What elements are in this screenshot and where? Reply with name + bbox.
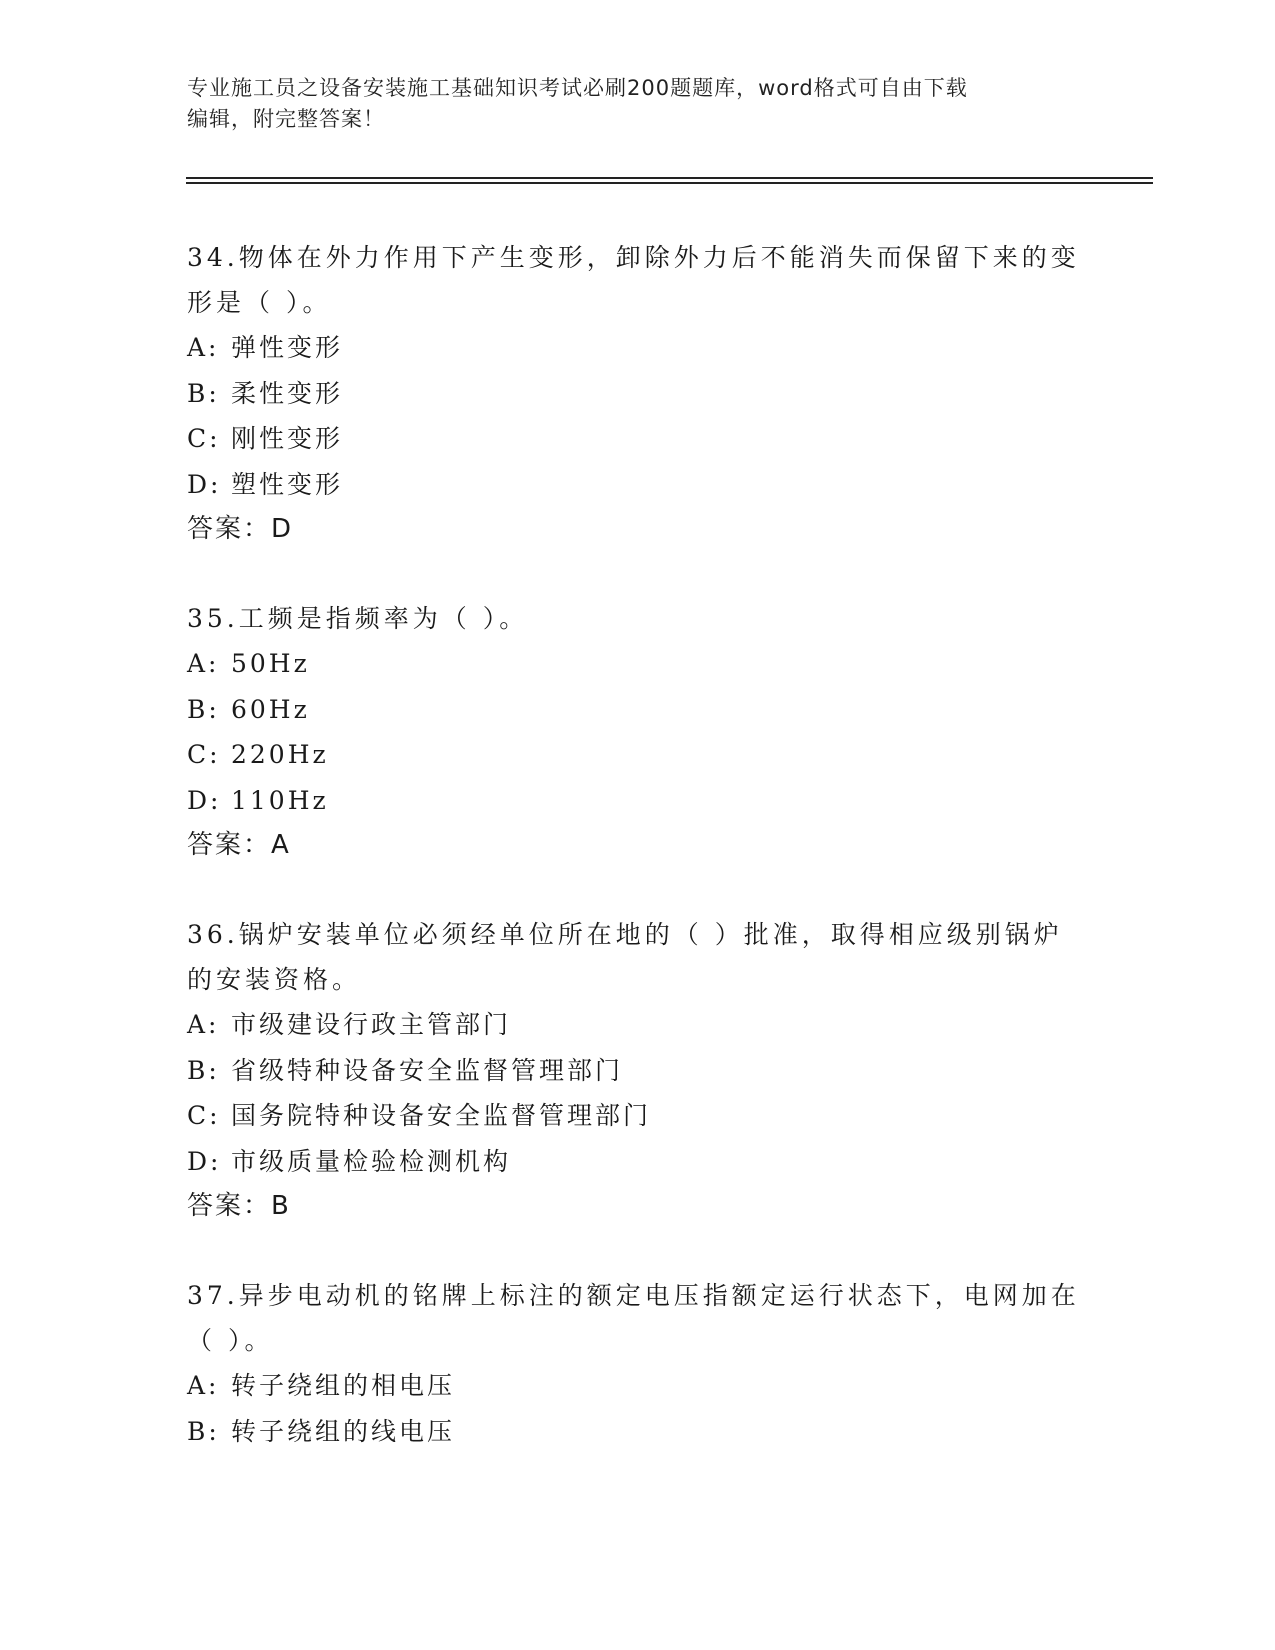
option-text: 市级质量检验检测机构: [231, 1146, 512, 1176]
option-b: [187, 687, 1087, 733]
question-34: [187, 235, 1087, 552]
question-text-line-2: 的安装资格。: [187, 965, 362, 994]
option-letter: B:: [187, 694, 220, 724]
option-d: [187, 462, 1087, 508]
option-d: [187, 1139, 1087, 1185]
option-text: 60Hz: [231, 694, 310, 724]
option-letter: A:: [187, 1371, 220, 1400]
question-list: [187, 235, 1087, 1498]
option-letter: D:: [187, 1146, 222, 1176]
option-a: [187, 325, 1087, 371]
header-line-2: 编辑，附完整答案！: [187, 107, 385, 131]
question-text-line-1: 35.工频是指频率为（ ）。: [187, 604, 529, 633]
option-letter: A:: [187, 649, 220, 678]
question-35: [187, 596, 1087, 868]
option-letter: B:: [187, 1055, 220, 1085]
option-d: [187, 778, 1087, 824]
header-divider-bottom: [186, 182, 1153, 184]
question-37: [187, 1273, 1087, 1454]
option-c: [187, 1093, 1087, 1139]
option-a: [187, 641, 1087, 687]
option-text: 塑性变形: [231, 469, 344, 499]
option-text: 220Hz: [231, 740, 329, 769]
option-text: 刚性变形: [231, 424, 344, 453]
answer-label: 答案：D: [187, 514, 294, 544]
option-text: 转子绕组的相电压: [231, 1371, 456, 1400]
option-text: 50Hz: [231, 649, 310, 678]
option-text: 弹性变形: [231, 333, 344, 362]
option-letter: C:: [187, 1101, 221, 1130]
answer-label: 答案：B: [187, 1191, 291, 1221]
option-text: 省级特种设备安全监督管理部门: [231, 1055, 624, 1085]
option-text: 110Hz: [231, 785, 329, 815]
option-text: 柔性变形: [231, 378, 344, 408]
question-text-line-1: 36.锅炉安装单位必须经单位所在地的（ ）批准，取得相应级别锅炉: [187, 920, 1063, 949]
option-a: [187, 1002, 1087, 1048]
option-text: 国务院特种设备安全监督管理部门: [231, 1101, 652, 1130]
header-line-1: 专业施工员之设备安装施工基础知识考试必刷200题题库，word格式可自由下载: [187, 76, 968, 100]
option-b: [187, 371, 1087, 417]
question-text-line-2: （ ）。: [187, 1326, 274, 1355]
question-36: [187, 912, 1087, 1229]
option-text: 转子绕组的线电压: [231, 1416, 456, 1446]
question-text-line-1: 37.异步电动机的铭牌上标注的额定电压指额定运行状态下，电网加在: [187, 1281, 1080, 1310]
option-a: [187, 1363, 1087, 1409]
answer-label: 答案：A: [187, 830, 291, 860]
option-letter: C:: [187, 740, 221, 769]
question-text-line-1: 34.物体在外力作用下产生变形，卸除外力后不能消失而保留下来的变: [187, 243, 1080, 272]
header-divider-top: [186, 177, 1153, 179]
option-letter: A:: [187, 1010, 220, 1039]
option-letter: D:: [187, 785, 222, 815]
option-b: [187, 1048, 1087, 1094]
option-text: 市级建设行政主管部门: [231, 1010, 512, 1039]
question-text-line-2: 形是（ ）。: [187, 288, 332, 317]
option-c: [187, 416, 1087, 462]
option-c: [187, 732, 1087, 778]
option-letter: C:: [187, 424, 221, 453]
option-letter: D:: [187, 469, 222, 499]
option-letter: A:: [187, 333, 220, 362]
option-b: [187, 1409, 1087, 1455]
option-letter: B:: [187, 1416, 220, 1446]
option-letter: B:: [187, 378, 220, 408]
document-header: [187, 73, 1087, 135]
